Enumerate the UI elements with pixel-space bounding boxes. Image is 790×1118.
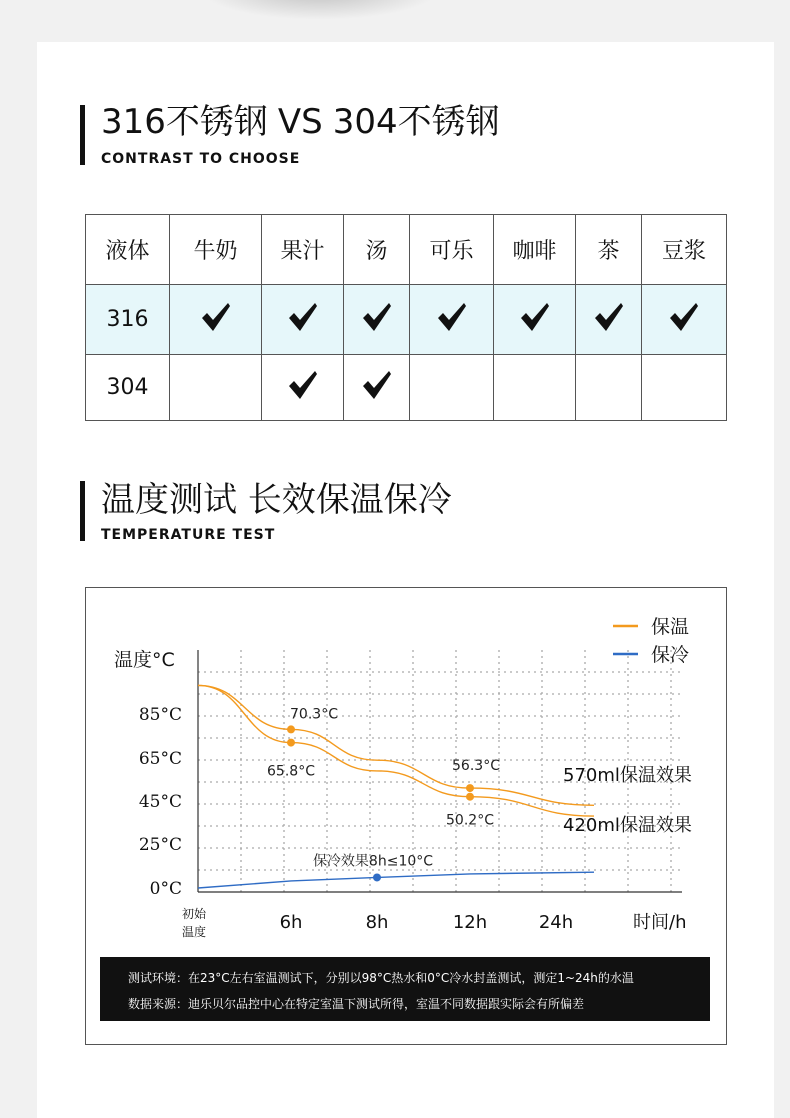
check-icon [667, 300, 701, 334]
empty-cell [642, 355, 727, 421]
data-label: 70.3°C [290, 706, 338, 723]
data-point [287, 725, 295, 733]
check-icon [360, 368, 394, 402]
header-cell: 咖啡 [494, 215, 576, 285]
x-tick-label: 温度 [182, 925, 207, 939]
header-cell: 果汁 [262, 215, 344, 285]
check-icon [360, 300, 394, 334]
section-bar [80, 481, 85, 541]
series-name-label: 570ml保温效果 [563, 765, 692, 786]
data-label: 65.8°C [267, 763, 315, 780]
data-point [373, 873, 381, 881]
x-tick-label: 24h [538, 912, 574, 933]
check-cell [170, 285, 262, 355]
comparison-table [85, 214, 727, 421]
section-title-compare [101, 102, 500, 142]
title-304: 304不锈钢 [332, 102, 500, 142]
check-icon [286, 300, 320, 334]
data-point [287, 739, 295, 747]
y-axis-label: 温度°C [114, 649, 175, 671]
header-cell: 汤 [344, 215, 410, 285]
legend-label: 保温 [651, 616, 690, 638]
x-tick-label: 初始 [182, 907, 207, 921]
check-cell [410, 285, 494, 355]
data-label: 50.2°C [446, 812, 494, 829]
y-tick-label: 45°C [138, 792, 182, 812]
x-axis-label: 时间/h [633, 912, 687, 933]
empty-cell [410, 355, 494, 421]
x-tick-label: 8h [365, 912, 389, 933]
data-label: 保冷效果8h≤10°C [312, 853, 434, 870]
check-cell [642, 285, 727, 355]
check-cell [494, 285, 576, 355]
note-test-environment: 测试环境：在23°C左右室温测试下，分别以98°C热水和0°C冷水封盖测试，测定1~24h的水温 [128, 971, 634, 985]
y-tick-label: 65°C [138, 749, 182, 769]
series-line [198, 685, 594, 816]
header-cell: 液体 [86, 215, 170, 285]
series-name-label: 420ml保温效果 [563, 815, 692, 836]
check-cell [344, 355, 410, 421]
title-vs: VS [277, 102, 323, 142]
table-header-row [86, 215, 727, 285]
section-bar [80, 105, 85, 165]
section-subtitle-temperature: TEMPERATURE TEST [101, 527, 276, 543]
check-icon [199, 300, 233, 334]
test-notes [100, 957, 710, 1021]
header-cell: 牛奶 [170, 215, 262, 285]
header-cell: 可乐 [410, 215, 494, 285]
header-cell: 茶 [576, 215, 642, 285]
empty-cell [494, 355, 576, 421]
empty-cell [576, 355, 642, 421]
legend-label: 保冷 [651, 644, 690, 666]
top-shadow [200, 0, 440, 20]
check-icon [592, 300, 626, 334]
check-cell [344, 285, 410, 355]
check-icon [518, 300, 552, 334]
check-icon [286, 368, 320, 402]
data-point [466, 784, 474, 792]
note-data-source: 数据来源：迪乐贝尔品控中心在特定室温下测试所得，室温不同数据跟实际会有所偏差 [128, 997, 585, 1011]
series-line [198, 872, 594, 888]
y-tick-label: 25°C [138, 835, 182, 855]
data-point [466, 793, 474, 801]
check-cell [262, 355, 344, 421]
empty-cell [170, 355, 262, 421]
title-316: 316不锈钢 [101, 102, 268, 142]
table-row-316 [86, 285, 727, 355]
section-title-temperature: 温度测试 长效保温保冷 [101, 480, 452, 520]
check-cell [262, 285, 344, 355]
check-icon [435, 300, 469, 334]
header-cell: 豆浆 [642, 215, 727, 285]
table-row-304 [86, 355, 727, 421]
data-label: 56.3°C [452, 758, 500, 775]
x-tick-label: 6h [279, 912, 303, 933]
check-cell [576, 285, 642, 355]
series-line [198, 685, 594, 805]
row-label: 304 [86, 355, 170, 421]
section-subtitle-compare: CONTRAST TO CHOOSE [101, 151, 301, 167]
row-label: 316 [86, 285, 170, 355]
y-tick-label: 0°C [149, 879, 182, 899]
x-tick-label: 12h [452, 912, 488, 933]
y-tick-label: 85°C [138, 705, 182, 725]
